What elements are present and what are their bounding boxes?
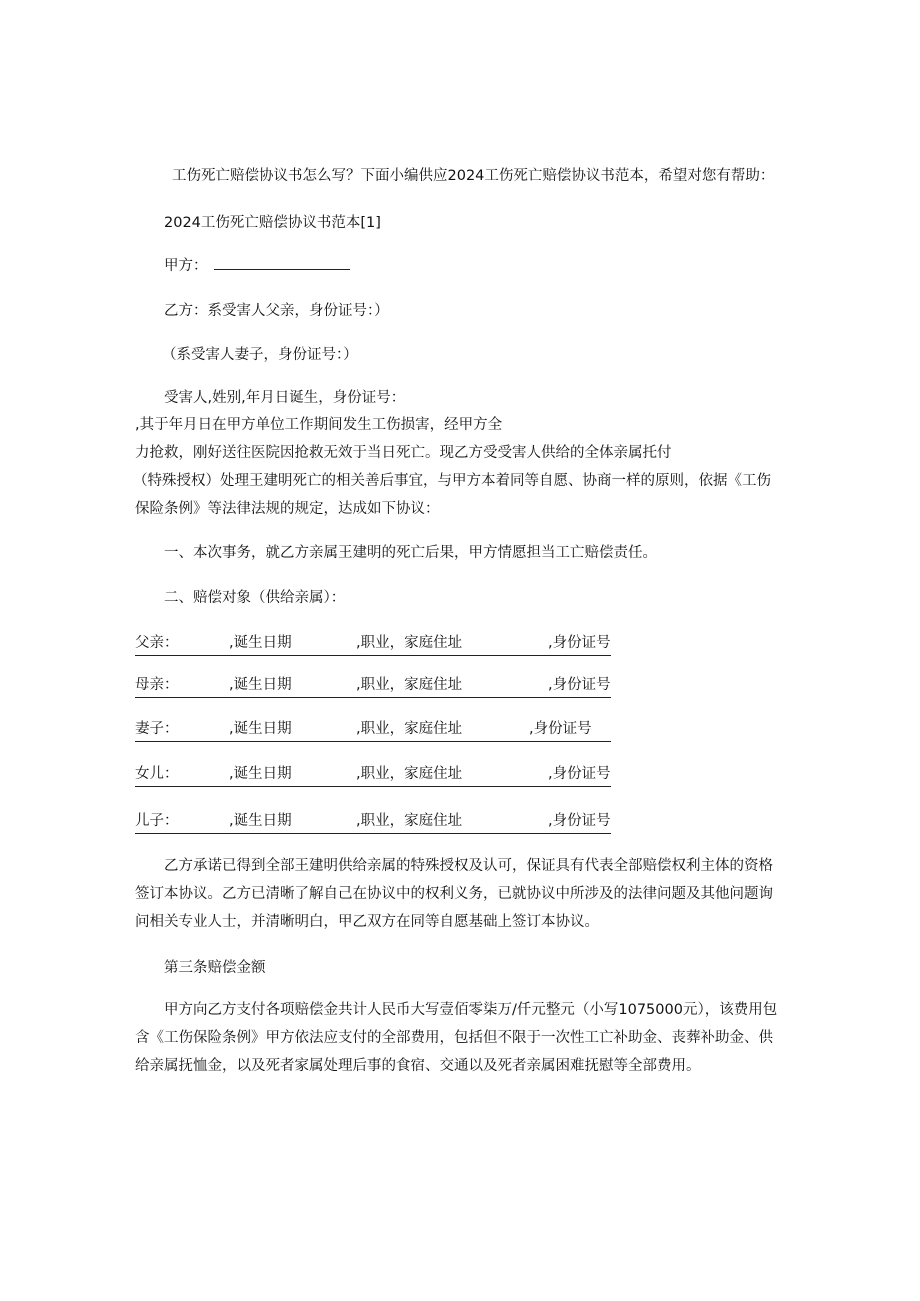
kin-relation: 妻子： xyxy=(135,721,179,737)
kin-occupation-address: ,职业，家庭住址 xyxy=(356,677,463,693)
clause-two: 二、赔偿对象（供给亲属）： xyxy=(164,590,346,606)
party-a-line xyxy=(164,256,350,276)
kin-birth-date: ,诞生日期 xyxy=(229,677,292,693)
kin-id-number: ,身份证号 xyxy=(548,766,611,782)
amount-line-1: 甲方向乙方支付各项赔偿金共计人民币大写壹佰零柒万/仟元整元（小写1075000元），该费用包 xyxy=(164,1002,778,1018)
kin-birth-date: ,诞生日期 xyxy=(229,766,292,782)
kin-birth-date: ,诞生日期 xyxy=(229,635,292,651)
document-title: 2024工伤死亡赔偿协议书范本[1] xyxy=(164,215,381,231)
promise-line-2: 签订本协议。乙方已清晰了解自己在协议中的权利义务，已就协议中所涉及的法律问题及其他问题询 xyxy=(135,886,773,902)
kin-id-number: ,身份证号 xyxy=(548,677,611,693)
kin-birth-date: ,诞生日期 xyxy=(229,721,292,737)
kin-relation: 父亲： xyxy=(135,635,179,651)
victim-line-4: （特殊授权）处理王建明死亡的相关善后事宜，与甲方本着同等自愿、协商一样的原则，依据《工伤 xyxy=(133,473,771,489)
kin-relation: 儿子： xyxy=(135,813,179,829)
intro-paragraph: 工伤死亡赔偿协议书怎么写？下面小编供应2024工伤死亡赔偿协议书范本，希望对您有帮助： xyxy=(172,168,775,184)
victim-line-2: ,其于年月日在甲方单位工作期间发生工伤损害，经甲方全 xyxy=(135,417,503,433)
kin-row-father xyxy=(135,633,611,656)
kin-occupation-address: ,职业，家庭住址 xyxy=(356,813,463,829)
kin-id-number: ,身份证号 xyxy=(529,721,592,737)
kin-row-daughter xyxy=(135,764,611,787)
victim-line-1: 受害人,姓别,年月日诞生，身份证号： xyxy=(164,390,406,406)
kin-occupation-address: ,职业，家庭住址 xyxy=(356,721,463,737)
kin-birth-date: ,诞生日期 xyxy=(229,813,292,829)
kin-id-number: ,身份证号 xyxy=(548,813,611,829)
clause-one: 一、本次事务，就乙方亲属王建明的死亡后果，甲方情愿担当工亡赔偿责任。 xyxy=(164,545,657,561)
amount-line-3: 给亲属抚恤金，以及死者家属处理后事的食宿、交通以及死者亲属困难抚慰等全部费用。 xyxy=(135,1058,701,1074)
victim-line-3: 力抢救，刚好送往医院因抢救无效于当日死亡。现乙方受受害人供给的全体亲属托付 xyxy=(135,445,672,461)
kin-row-mother xyxy=(135,675,611,698)
kin-relation: 女儿： xyxy=(135,766,179,782)
party-a-blank xyxy=(214,257,350,270)
kin-relation: 母亲： xyxy=(135,677,179,693)
kin-occupation-address: ,职业，家庭住址 xyxy=(356,635,463,651)
party-a-label: 甲方： xyxy=(164,258,208,274)
party-b-second-line: （系受害人妻子，身份证号：） xyxy=(162,347,358,363)
promise-line-3: 问相关专业人士，并清晰明白，甲乙双方在同等自愿基础上签订本协议。 xyxy=(135,914,599,930)
party-b-line: 乙方：系受害人父亲，身份证号：） xyxy=(164,303,389,319)
kin-row-son xyxy=(135,811,611,834)
promise-line-1: 乙方承诺已得到全部王建明供给亲属的特殊授权及认可，保证具有代表全部赔偿权利主体的资格 xyxy=(164,858,773,874)
article-three-heading: 第三条赔偿金额 xyxy=(164,960,266,976)
kin-row-wife xyxy=(135,719,611,742)
kin-id-number: ,身份证号 xyxy=(548,635,611,651)
victim-line-5: 保险条例》等法律法规的规定，达成如下协议： xyxy=(135,501,440,517)
kin-occupation-address: ,职业，家庭住址 xyxy=(356,766,463,782)
amount-line-2: 含《工伤保险条例》甲方依法应支付的全部费用，包括但不限于一次性工亡补助金、丧葬补助金、供 xyxy=(135,1030,773,1046)
